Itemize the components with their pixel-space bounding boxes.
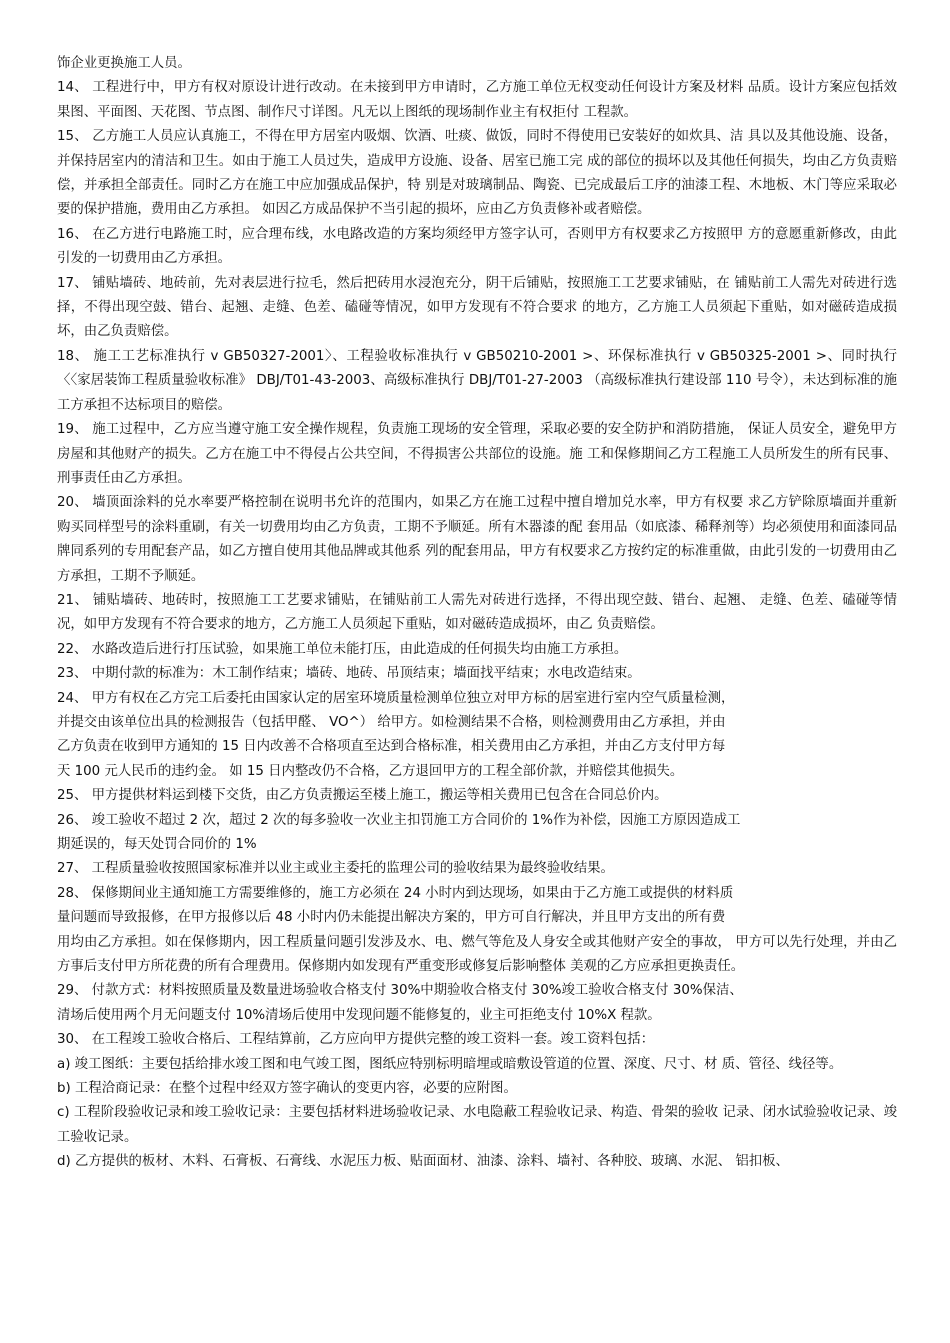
clause-26-line-1: 26、 竣工验收不超过 2 次，超过 2 次的每多验收一次业主扣罚施工方合同价的 1%作为补偿，因施工方原因造成工 xyxy=(57,812,741,828)
contract-page xyxy=(57,52,897,1175)
clause-17: 17、 铺贴墙砖、地砖前，先对表层进行拉毛，然后把砖用水浸泡充分，阴干后铺贴，按照施工工艺要求铺贴，在 铺贴前工人需先对砖进行选择，不得出现空鼓、错台、起翘、走缝、色差、磕碰等情况，如甲方发现有不符合要求 的地方，乙方施工人员须起下重贴，如对磁砖造成损坏，由乙负责赔偿。 xyxy=(57,275,897,340)
clause-15: 15、 乙方施工人员应认真施工，不得在甲方居室内吸烟、饮酒、吐痰、做饭，同时不得使用已安装好的如炊具、洁 具以及其他设施、设备，并保持居室内的清洁和卫生。如由于施工人员过失，造成甲方设施、设备、居室已施工完 成的部位的损坏以及其他任何损失，均由乙方负责赔偿，并承担全部责任。同时乙方在施工中应加强成品保护，特 别是对玻璃制品、陶瓷、已完成最后工序的油漆工程、木地板、木门等应采取必要的保护措施，费用由乙方承担。 如因乙方成品保护不当引起的损坏，应由乙方负责修补或者赔偿。 xyxy=(57,129,897,218)
item-b: b) 工程洽商记录：在整个过程中经双方签字确认的变更内容，必要的应附图。 xyxy=(57,1081,517,1097)
clause-24-line-1: 24、 甲方有权在乙方完工后委托由国家认定的居室环境质量检测单位独立对甲方标的居室进行室内空气质量检测， xyxy=(57,690,735,706)
clause-27: 27、 工程质量验收按照国家标准并以业主或业主委托的监理公司的验收结果为最终验收结果。 xyxy=(57,861,614,877)
clause-19: 19、 施工过程中，乙方应当遵守施工安全操作规程，负责施工现场的安全管理，采取必要的安全防护和消防措施， 保证人员安全，避免甲方房屋和其他财产的损失。乙方在施工中不得侵占公共空间，不得损害公共部位的设施。施 工和保修期间乙方工程施工人员所发生的所有民事、刑事责任由乙方承担。 xyxy=(57,422,897,486)
clause-25: 25、 甲方提供材料运到楼下交货，由乙方负责搬运至楼上施工，搬运等相关费用已包含在合同总价内。 xyxy=(57,788,668,804)
clause-23: 23、 中期付款的标准为：木工制作结束；墙砖、地砖、吊顶结束；墙面找平结束；水电改造结束。 xyxy=(57,666,641,682)
clause-30: 30、 在工程竣工验收合格后、工程结算前，乙方应向甲方提供完整的竣工资料一套。竣工资料包括： xyxy=(57,1032,655,1048)
clause-24-line-4: 天 100 元人民币的违约金。 如 15 日内整改仍不合格，乙方退回甲方的工程全部价款，并赔偿其他损失。 xyxy=(57,763,684,779)
text-line: 饰企业更换施工人员。 xyxy=(57,56,191,71)
clause-21: 21、 铺贴墙砖、地砖时，按照施工工艺要求铺贴，在铺贴前工人需先对砖进行选择，不得出现空鼓、错台、起翘、 走缝、色差、磕碰等情况，如甲方发现有不符合要求的地方，乙方施工人员须起下重贴，如对磁砖造成损坏，由乙 负责赔偿。 xyxy=(57,592,897,633)
clause-28-line-3: 用均由乙方承担。如在保修期内，因工程质量问题引发涉及水、电、燃气等危及人身安全或其他财产安全的事故， 甲方可以先行处理，并由乙方事后支付甲方所花费的所有合理费用。保修期内如发现有严重变形或修复后影响整体 美观的乙方应承担更换责任。 xyxy=(57,934,897,975)
clause-16: 16、 在乙方进行电路施工时，应合理布线，水电路改造的方案均须经甲方签字认可，否则甲方有权要求乙方按照甲 方的意愿重新修改，由此引发的一切费用由乙方承担。 xyxy=(57,226,897,267)
clause-24-line-2: 并提交由该单位出具的检测报告（包括甲醛、 VO^） 给甲方。如检测结果不合格，则检测费用由乙方承担，并由 xyxy=(57,714,726,730)
item-a: a) 竣工图纸：主要包括给排水竣工图和电气竣工图，图纸应特别标明暗埋或暗敷设管道的位置、深度、尺寸、材 质、管径、线径等。 xyxy=(57,1056,843,1072)
clause-14: 14、 工程进行中，甲方有权对原设计进行改动。在未接到甲方申请时，乙方施工单位无权变动任何设计方案及材料 品质。设计方案应包括效果图、平面图、天花图、节点图、制作尺寸详图。凡无以上图纸的现场制作业主有权拒付 工程款。 xyxy=(57,80,897,120)
clause-29-line-1: 29、 付款方式：材料按照质量及数量进场验收合格支付 30%中期验收合格支付 30%竣工验收合格支付 30%保洁、 xyxy=(57,983,743,999)
clause-22: 22、 水路改造后进行打压试验，如果施工单位未能打压，由此造成的任何损失均由施工方承担。 xyxy=(57,641,628,657)
item-d: d) 乙方提供的板材、木料、石膏板、石膏线、水泥压力板、贴面面材、油漆、涂料、墙衬、各种胶、玻璃、水泥、 铝扣板、 xyxy=(57,1154,789,1170)
item-c: c) 工程阶段验收记录和竣工验收记录：主要包括材料进场验收记录、水电隐蔽工程验收记录、构造、骨架的验收 记录、闭水试验验收记录、竣工验收记录。 xyxy=(57,1105,897,1145)
clause-24-line-3: 乙方负责在收到甲方通知的 15 日内改善不合格项直至达到合格标准，相关费用由乙方承担，并由乙方支付甲方每 xyxy=(57,739,726,755)
clause-28-line-1: 28、 保修期间业主通知施工方需要维修的，施工方必须在 24 小时内到达现场，如果由于乙方施工或提供的材料质 xyxy=(57,885,734,901)
clause-20: 20、 墙顶面涂料的兑水率要严格控制在说明书允许的范围内，如果乙方在施工过程中擅自增加兑水率，甲方有权要 求乙方铲除原墙面并重新购买同样型号的涂料重刷，有关一切费用均由乙方负责，工期不予顺延。所有木器漆的配 套用品（如底漆、稀释剂等）均必须使用和面漆同品牌同系列的专用配套产品，如乙方擅自使用其他品牌或其他系 列的配套用品，甲方有权要求乙方按约定的标准重做，由此引发的一切费用由乙方承担，工期不予顺延。 xyxy=(57,495,897,584)
clause-29-line-2: 清场后使用两个月无问题支付 10%清场后使用中发现问题不能修复的，业主可拒绝支付 10%X 程款。 xyxy=(57,1007,661,1023)
clause-18: 18、 施工工艺标准执行 v GB50327-2001〉、工程验收标准执行 v GB50210-2001 >、环保标准执行 v GB50325-2001 >、同时执行〈〈家居装饰工程质量验收标准》 DBJ/T01-43-2003、高级标准执行 DBJ/T01-27-2003 （高级标准执行建设部 110 号令），未达到标准的施工方承担不达标项目的赔偿。 xyxy=(57,348,897,413)
clause-26-line-2: 期延误的，每天处罚合同价的 1% xyxy=(57,837,257,852)
clause-28-line-2: 量问题而导致报修，在甲方报修以后 48 小时内仍未能提出解决方案的，甲方可自行解决，并且甲方支出的所有费 xyxy=(57,910,726,926)
